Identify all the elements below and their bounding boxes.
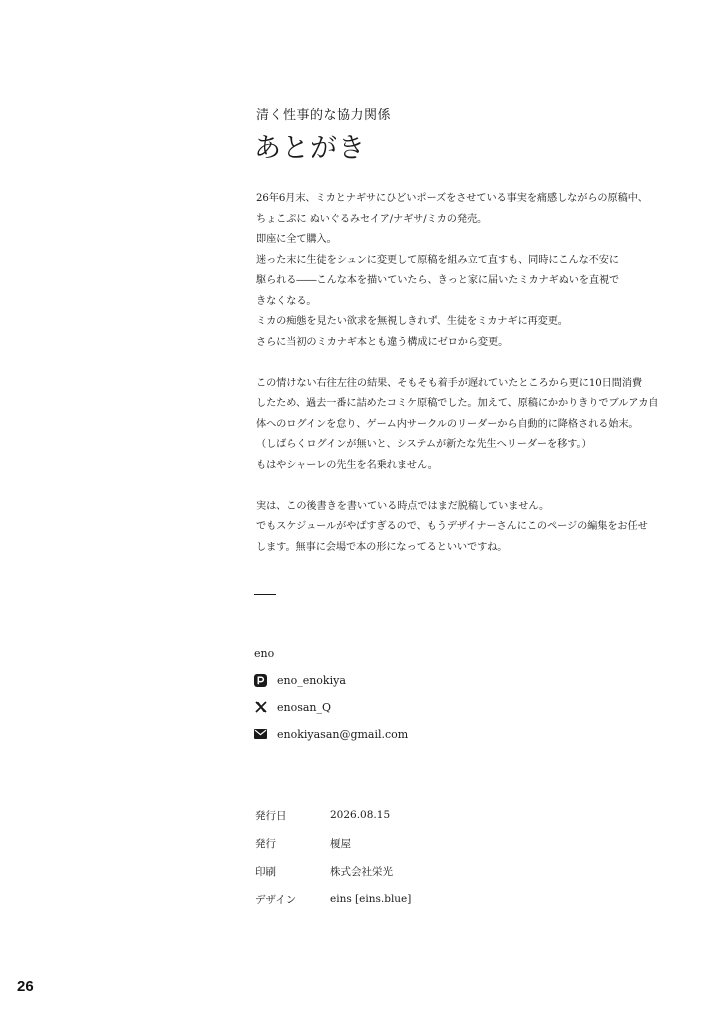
section-divider: [254, 594, 276, 595]
body-line: でもスケジュールがやばすぎるので、もうデザイナーさんにこのページの編集をお任せ: [256, 521, 648, 532]
colophon-row-publisher: [255, 829, 411, 857]
body-line: 即座に全て購入。: [256, 234, 337, 245]
paragraph-2: [256, 374, 659, 477]
colophon-label: 発行: [255, 837, 276, 850]
colophon-value: 榎屋: [330, 837, 351, 850]
body-line: 実は、この後書きを書いている時点ではまだ脱稿していません。: [256, 500, 550, 512]
colophon-label: 発行日: [255, 809, 287, 822]
body-line: します。無事に会場で本の形になってるといいですね。: [256, 541, 508, 553]
author-name: eno: [254, 647, 275, 660]
colophon-value: 株式会社栄光: [330, 865, 393, 878]
colophon-label: 印刷: [255, 865, 276, 878]
contact-mail: [254, 725, 408, 743]
page-title: あとがき: [254, 133, 366, 164]
x-icon: [254, 701, 267, 714]
colophon-value: eins [eins.blue]: [330, 893, 412, 905]
pixiv-icon: [254, 674, 267, 687]
book-subtitle: 清く性事的な協力関係: [256, 108, 392, 123]
contact-pixiv: [254, 671, 408, 689]
colophon-label: デザイン: [255, 893, 297, 906]
pixiv-handle[interactable]: eno_enokiya: [277, 673, 346, 687]
body-line: したため、過去一番に詰めたコミケ原稿でした。加えて、原稿にかかりきりでブルアカ自: [256, 398, 659, 409]
body-line: さらに当初のミカナギ本とも違う構成にゼロから変更。: [256, 336, 509, 348]
afterword-body: [256, 189, 659, 579]
body-line: 迷った末に生徒をシュンに変更して原稿を組み立て直すも、同時にこんな不安に駆られる――こんな本を描いていたら、きっと家に届いたミカナギぬいを直視できなくなる。: [256, 254, 620, 307]
email-address[interactable]: enokiyasan@gmail.com: [277, 727, 409, 741]
body-line: （しばらくログインが無いと、システムが新たな先生へリーダーを移す。）: [256, 439, 592, 450]
contact-list: [254, 671, 408, 752]
colophon-row-design: [255, 885, 411, 913]
page-number: 26: [17, 978, 34, 995]
mail-icon: [254, 728, 267, 741]
body-line: この情けない右往左往の結果、そもそも着手が遅れていたところから更に10日間消費: [256, 377, 642, 389]
colophon-value: 2026.08.15: [330, 809, 391, 821]
contact-x: [254, 698, 408, 716]
body-line: ミカの痴態を見たい欲求を無視しきれず、生徒をミカナギに再変更。: [256, 316, 568, 327]
paragraph-3: [256, 497, 656, 559]
body-line: 26年6月末、ミカとナギサにひどいポーズをさせている事実を痛感しながらの原稿中、: [256, 193, 648, 204]
colophon: [255, 801, 411, 913]
colophon-row-printer: [255, 857, 411, 885]
body-line: ちょこぷに ぬいぐるみセイア/ナギサ/ミカの発売。: [256, 213, 488, 225]
paragraph-1: [256, 189, 656, 353]
colophon-row-date: [255, 801, 411, 829]
x-handle[interactable]: enosan_Q: [277, 700, 332, 714]
body-line: もはやシャーレの先生を名乗れません。: [256, 459, 438, 471]
body-line: 体へのログインを怠り、ゲーム内サークルのリーダーから自動的に降格される始末。: [256, 418, 639, 430]
